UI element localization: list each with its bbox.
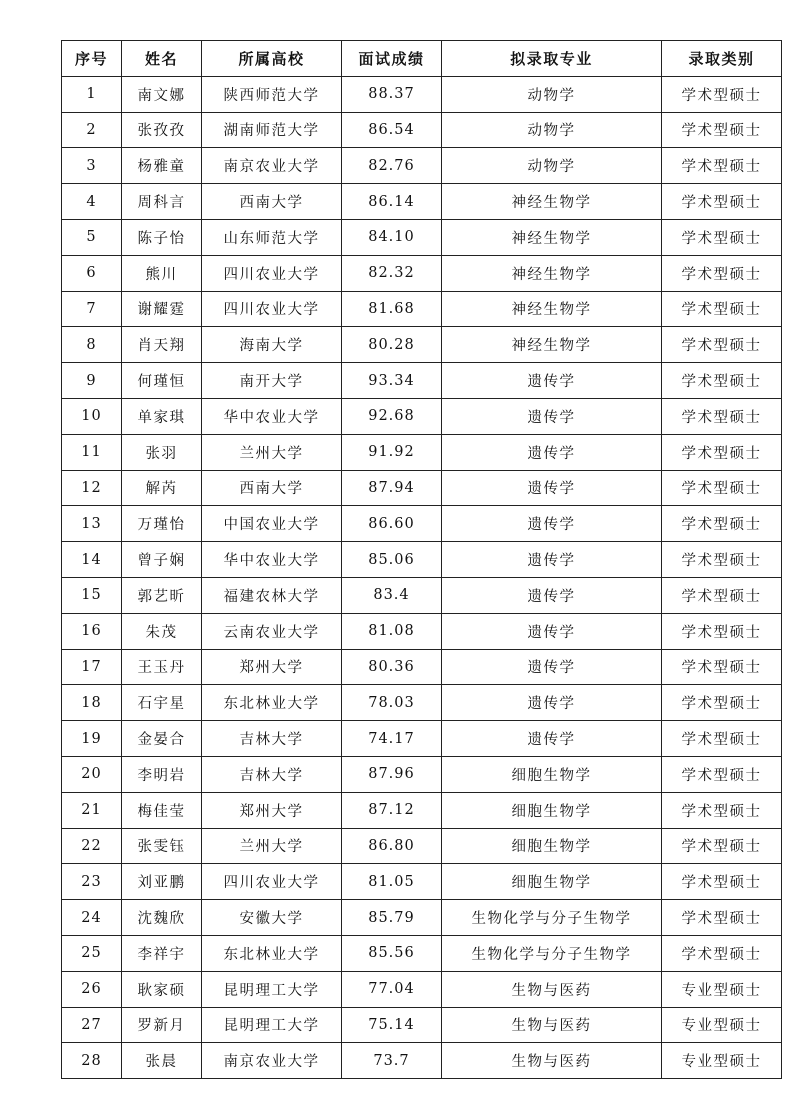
cell-school: 海南大学 xyxy=(202,327,342,363)
table-row xyxy=(62,828,782,864)
cell-major: 遗传学 xyxy=(442,577,662,613)
cell-score: 88.37 xyxy=(342,76,442,112)
cell-category: 专业型硕士 xyxy=(662,971,782,1007)
cell-school: 云南农业大学 xyxy=(202,613,342,649)
cell-name: 张晨 xyxy=(122,1043,202,1079)
table-body xyxy=(62,76,782,1078)
cell-name: 郭艺昕 xyxy=(122,577,202,613)
cell-score: 78.03 xyxy=(342,685,442,721)
cell-index: 10 xyxy=(62,398,122,434)
cell-category: 学术型硕士 xyxy=(662,828,782,864)
cell-name: 单家琪 xyxy=(122,398,202,434)
cell-index: 9 xyxy=(62,363,122,399)
cell-school: 兰州大学 xyxy=(202,434,342,470)
table-row xyxy=(62,398,782,434)
cell-score: 81.05 xyxy=(342,864,442,900)
cell-index: 21 xyxy=(62,792,122,828)
table-row xyxy=(62,219,782,255)
cell-school: 中国农业大学 xyxy=(202,506,342,542)
cell-index: 7 xyxy=(62,291,122,327)
cell-school: 福建农林大学 xyxy=(202,577,342,613)
cell-score: 93.34 xyxy=(342,363,442,399)
cell-index: 26 xyxy=(62,971,122,1007)
table-row xyxy=(62,112,782,148)
cell-score: 87.12 xyxy=(342,792,442,828)
cell-score: 81.08 xyxy=(342,613,442,649)
table-row xyxy=(62,900,782,936)
cell-index: 18 xyxy=(62,685,122,721)
cell-school: 华中农业大学 xyxy=(202,398,342,434)
cell-index: 24 xyxy=(62,900,122,936)
cell-score: 85.56 xyxy=(342,935,442,971)
cell-index: 6 xyxy=(62,255,122,291)
cell-category: 学术型硕士 xyxy=(662,363,782,399)
cell-score: 80.36 xyxy=(342,649,442,685)
cell-major: 细胞生物学 xyxy=(442,828,662,864)
table-row xyxy=(62,685,782,721)
cell-major: 遗传学 xyxy=(442,398,662,434)
cell-name: 石宇星 xyxy=(122,685,202,721)
cell-major: 遗传学 xyxy=(442,506,662,542)
cell-name: 杨雅童 xyxy=(122,148,202,184)
cell-name: 刘亚鹏 xyxy=(122,864,202,900)
cell-category: 学术型硕士 xyxy=(662,756,782,792)
cell-school: 南京农业大学 xyxy=(202,148,342,184)
cell-name: 谢耀霆 xyxy=(122,291,202,327)
cell-score: 87.96 xyxy=(342,756,442,792)
cell-major: 遗传学 xyxy=(442,542,662,578)
cell-major: 动物学 xyxy=(442,112,662,148)
cell-score: 87.94 xyxy=(342,470,442,506)
cell-index: 3 xyxy=(62,148,122,184)
cell-category: 学术型硕士 xyxy=(662,291,782,327)
header-index: 序号 xyxy=(62,41,122,77)
cell-category: 学术型硕士 xyxy=(662,398,782,434)
cell-category: 学术型硕士 xyxy=(662,112,782,148)
table-row xyxy=(62,756,782,792)
cell-major: 遗传学 xyxy=(442,613,662,649)
cell-category: 学术型硕士 xyxy=(662,935,782,971)
cell-name: 金晏合 xyxy=(122,721,202,757)
header-major: 拟录取专业 xyxy=(442,41,662,77)
cell-category: 专业型硕士 xyxy=(662,1007,782,1043)
cell-name: 沈魏欣 xyxy=(122,900,202,936)
header-score: 面试成绩 xyxy=(342,41,442,77)
cell-score: 86.54 xyxy=(342,112,442,148)
cell-school: 东北林业大学 xyxy=(202,685,342,721)
cell-category: 学术型硕士 xyxy=(662,219,782,255)
cell-name: 何瑾恒 xyxy=(122,363,202,399)
table-row xyxy=(62,864,782,900)
cell-major: 遗传学 xyxy=(442,363,662,399)
cell-name: 罗新月 xyxy=(122,1007,202,1043)
cell-score: 86.14 xyxy=(342,184,442,220)
table-row xyxy=(62,935,782,971)
cell-name: 李祥宇 xyxy=(122,935,202,971)
cell-major: 神经生物学 xyxy=(442,219,662,255)
cell-school: 郑州大学 xyxy=(202,792,342,828)
cell-score: 80.28 xyxy=(342,327,442,363)
cell-index: 2 xyxy=(62,112,122,148)
cell-name: 肖天翔 xyxy=(122,327,202,363)
table-row xyxy=(62,470,782,506)
cell-category: 学术型硕士 xyxy=(662,184,782,220)
cell-name: 耿家硕 xyxy=(122,971,202,1007)
cell-school: 四川农业大学 xyxy=(202,864,342,900)
table-row xyxy=(62,542,782,578)
cell-major: 遗传学 xyxy=(442,649,662,685)
cell-school: 西南大学 xyxy=(202,184,342,220)
cell-name: 熊川 xyxy=(122,255,202,291)
cell-school: 西南大学 xyxy=(202,470,342,506)
cell-category: 学术型硕士 xyxy=(662,792,782,828)
cell-category: 学术型硕士 xyxy=(662,649,782,685)
cell-index: 28 xyxy=(62,1043,122,1079)
cell-category: 学术型硕士 xyxy=(662,506,782,542)
cell-major: 遗传学 xyxy=(442,721,662,757)
table-row xyxy=(62,363,782,399)
cell-score: 91.92 xyxy=(342,434,442,470)
cell-category: 学术型硕士 xyxy=(662,470,782,506)
cell-category: 专业型硕士 xyxy=(662,1043,782,1079)
cell-school: 四川农业大学 xyxy=(202,255,342,291)
cell-index: 20 xyxy=(62,756,122,792)
cell-score: 82.76 xyxy=(342,148,442,184)
cell-score: 83.4 xyxy=(342,577,442,613)
table-row xyxy=(62,76,782,112)
cell-name: 解芮 xyxy=(122,470,202,506)
cell-index: 1 xyxy=(62,76,122,112)
cell-category: 学术型硕士 xyxy=(662,577,782,613)
cell-score: 86.60 xyxy=(342,506,442,542)
cell-category: 学术型硕士 xyxy=(662,255,782,291)
cell-category: 学术型硕士 xyxy=(662,148,782,184)
cell-index: 5 xyxy=(62,219,122,255)
cell-major: 生物与医药 xyxy=(442,971,662,1007)
cell-index: 16 xyxy=(62,613,122,649)
cell-major: 遗传学 xyxy=(442,470,662,506)
cell-index: 17 xyxy=(62,649,122,685)
table-header xyxy=(62,41,782,77)
cell-score: 75.14 xyxy=(342,1007,442,1043)
cell-index: 11 xyxy=(62,434,122,470)
cell-major: 遗传学 xyxy=(442,434,662,470)
cell-score: 82.32 xyxy=(342,255,442,291)
cell-major: 生物化学与分子生物学 xyxy=(442,935,662,971)
cell-name: 张孜孜 xyxy=(122,112,202,148)
cell-major: 细胞生物学 xyxy=(442,864,662,900)
cell-score: 86.80 xyxy=(342,828,442,864)
cell-index: 19 xyxy=(62,721,122,757)
cell-school: 兰州大学 xyxy=(202,828,342,864)
cell-index: 8 xyxy=(62,327,122,363)
header-name: 姓名 xyxy=(122,41,202,77)
table-row xyxy=(62,506,782,542)
table-row xyxy=(62,792,782,828)
cell-index: 25 xyxy=(62,935,122,971)
cell-school: 华中农业大学 xyxy=(202,542,342,578)
cell-major: 神经生物学 xyxy=(442,184,662,220)
header-row xyxy=(62,41,782,77)
cell-school: 东北林业大学 xyxy=(202,935,342,971)
cell-name: 王玉丹 xyxy=(122,649,202,685)
cell-category: 学术型硕士 xyxy=(662,900,782,936)
cell-school: 陕西师范大学 xyxy=(202,76,342,112)
cell-index: 13 xyxy=(62,506,122,542)
table-row xyxy=(62,577,782,613)
cell-major: 细胞生物学 xyxy=(442,756,662,792)
cell-school: 山东师范大学 xyxy=(202,219,342,255)
header-category: 录取类别 xyxy=(662,41,782,77)
table-row xyxy=(62,613,782,649)
cell-name: 万瑾怡 xyxy=(122,506,202,542)
cell-score: 73.7 xyxy=(342,1043,442,1079)
cell-school: 昆明理工大学 xyxy=(202,1007,342,1043)
cell-category: 学术型硕士 xyxy=(662,434,782,470)
cell-score: 85.06 xyxy=(342,542,442,578)
cell-category: 学术型硕士 xyxy=(662,613,782,649)
cell-score: 84.10 xyxy=(342,219,442,255)
cell-major: 神经生物学 xyxy=(442,327,662,363)
cell-school: 南京农业大学 xyxy=(202,1043,342,1079)
cell-category: 学术型硕士 xyxy=(662,76,782,112)
cell-name: 曾子娴 xyxy=(122,542,202,578)
table-row xyxy=(62,649,782,685)
cell-name: 朱茂 xyxy=(122,613,202,649)
cell-major: 生物化学与分子生物学 xyxy=(442,900,662,936)
cell-category: 学术型硕士 xyxy=(662,721,782,757)
cell-score: 77.04 xyxy=(342,971,442,1007)
cell-name: 张羽 xyxy=(122,434,202,470)
cell-index: 12 xyxy=(62,470,122,506)
cell-index: 14 xyxy=(62,542,122,578)
cell-index: 27 xyxy=(62,1007,122,1043)
cell-index: 15 xyxy=(62,577,122,613)
cell-major: 动物学 xyxy=(442,148,662,184)
cell-category: 学术型硕士 xyxy=(662,542,782,578)
cell-name: 梅佳莹 xyxy=(122,792,202,828)
cell-score: 81.68 xyxy=(342,291,442,327)
table-row xyxy=(62,184,782,220)
cell-category: 学术型硕士 xyxy=(662,685,782,721)
admission-table xyxy=(61,40,782,1079)
cell-major: 细胞生物学 xyxy=(442,792,662,828)
cell-index: 4 xyxy=(62,184,122,220)
cell-major: 遗传学 xyxy=(442,685,662,721)
cell-score: 92.68 xyxy=(342,398,442,434)
cell-major: 动物学 xyxy=(442,76,662,112)
cell-score: 74.17 xyxy=(342,721,442,757)
header-school: 所属高校 xyxy=(202,41,342,77)
cell-school: 吉林大学 xyxy=(202,721,342,757)
cell-category: 学术型硕士 xyxy=(662,864,782,900)
table-row xyxy=(62,291,782,327)
table-row xyxy=(62,971,782,1007)
cell-name: 陈子怡 xyxy=(122,219,202,255)
cell-school: 安徽大学 xyxy=(202,900,342,936)
cell-name: 南文娜 xyxy=(122,76,202,112)
cell-index: 22 xyxy=(62,828,122,864)
cell-index: 23 xyxy=(62,864,122,900)
cell-school: 郑州大学 xyxy=(202,649,342,685)
table-row xyxy=(62,327,782,363)
table-row xyxy=(62,1043,782,1079)
cell-school: 南开大学 xyxy=(202,363,342,399)
table-row xyxy=(62,721,782,757)
cell-name: 周科言 xyxy=(122,184,202,220)
cell-major: 神经生物学 xyxy=(442,291,662,327)
cell-name: 李明岩 xyxy=(122,756,202,792)
table-row xyxy=(62,255,782,291)
table-row xyxy=(62,1007,782,1043)
table-row xyxy=(62,148,782,184)
cell-major: 生物与医药 xyxy=(442,1043,662,1079)
cell-score: 85.79 xyxy=(342,900,442,936)
cell-school: 湖南师范大学 xyxy=(202,112,342,148)
cell-major: 神经生物学 xyxy=(442,255,662,291)
cell-school: 吉林大学 xyxy=(202,756,342,792)
cell-category: 学术型硕士 xyxy=(662,327,782,363)
cell-school: 昆明理工大学 xyxy=(202,971,342,1007)
cell-name: 张雯钰 xyxy=(122,828,202,864)
cell-major: 生物与医药 xyxy=(442,1007,662,1043)
table-row xyxy=(62,434,782,470)
cell-school: 四川农业大学 xyxy=(202,291,342,327)
